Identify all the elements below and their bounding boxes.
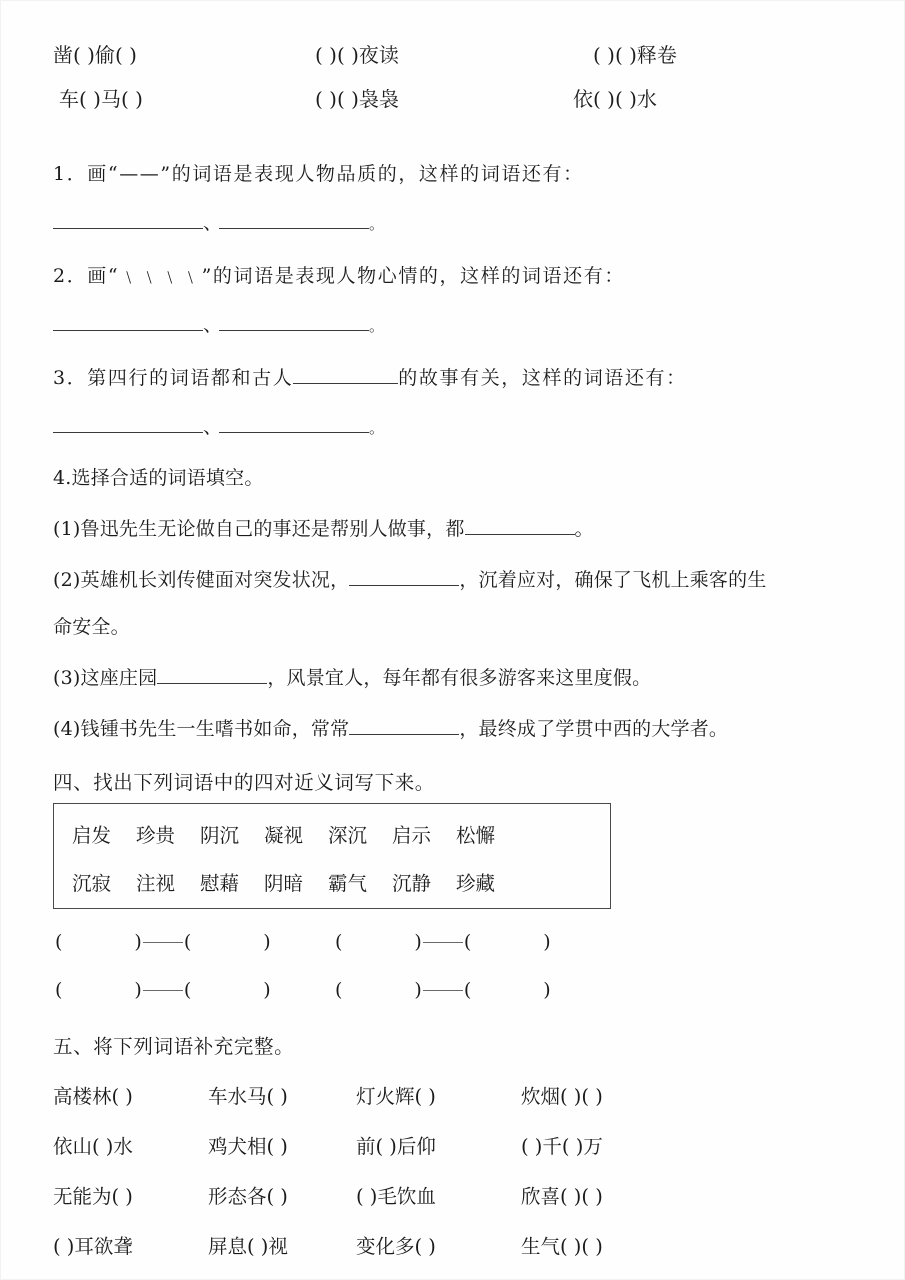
- idiom-item[interactable]: 灯火辉( ): [356, 1085, 436, 1108]
- sub-item-prefix: (3)这座庄园: [53, 667, 158, 689]
- idiom-fill-row: [53, 1231, 858, 1259]
- word-bank-item: 珍藏: [456, 872, 496, 895]
- item-4-sub-3: [53, 663, 858, 690]
- item-4-heading: 4.选择合适的词语填空。: [53, 467, 264, 489]
- question-3-suffix: 的故事有关，这样的词语还有：: [398, 367, 687, 389]
- question-3-text: [53, 363, 858, 390]
- idiom-fill-row: [53, 1181, 858, 1209]
- question-3-answer-line: [53, 412, 858, 439]
- idiom-cell: 凿( )偷( ): [53, 43, 137, 67]
- item-4-sub-4: [53, 714, 858, 741]
- worksheet-content: [53, 45, 858, 1259]
- paren-close: ): [134, 931, 142, 953]
- synonym-pair[interactable]: [335, 979, 551, 1001]
- paren-open: (: [463, 979, 472, 1001]
- idiom-item[interactable]: 鸡犬相( ): [208, 1135, 288, 1158]
- word-bank-item: 阴暗: [264, 872, 304, 895]
- paren-open: (: [183, 979, 192, 1001]
- paren-open: (: [183, 931, 192, 953]
- synonym-pair[interactable]: [55, 931, 271, 953]
- pair-dash-icon: [423, 990, 463, 991]
- idiom-item[interactable]: 高楼林( ): [53, 1085, 133, 1108]
- answer-separator: 、: [203, 314, 224, 336]
- section-4-heading: 四、找出下列词语中的四对近义词写下来。: [53, 771, 435, 794]
- idiom-cell: ( )( )袅袅: [315, 87, 399, 111]
- sub-item-suffix: ，风景宜人，每年都有很多游客来这里度假。: [267, 667, 652, 689]
- paren-open: (: [335, 931, 343, 953]
- word-bank-item: 沉寂: [72, 872, 112, 895]
- paren-open: (: [463, 931, 472, 953]
- section-5-heading: 五、将下列词语补充完整。: [53, 1035, 295, 1058]
- word-bank-item: 珍贵: [136, 824, 176, 847]
- answer-separator: 、: [203, 416, 224, 438]
- top-idiom-row: [53, 45, 858, 89]
- synonym-pair[interactable]: [55, 979, 271, 1001]
- idiom-item[interactable]: 车水马( ): [208, 1085, 288, 1108]
- idiom-fill-row: [53, 1131, 858, 1159]
- paren-close: ): [543, 979, 551, 1001]
- synonym-pair[interactable]: [335, 931, 551, 953]
- question-2-answer-line: [53, 310, 858, 337]
- paren-open: (: [55, 979, 63, 1001]
- word-bank-item: 阴沉: [200, 824, 240, 847]
- answer-blank[interactable]: [53, 330, 203, 331]
- question-3-prefix: 3．第四行的词语都和古人: [53, 367, 294, 389]
- pair-dash-icon: [143, 990, 183, 991]
- answer-blank[interactable]: [53, 228, 203, 229]
- word-bank-item: 霸气: [328, 872, 368, 895]
- word-bank-item: 启发: [72, 824, 112, 847]
- inline-blank[interactable]: [465, 534, 575, 535]
- inline-blank[interactable]: [349, 585, 459, 586]
- paren-close: ): [263, 931, 271, 953]
- pair-dash-icon: [423, 942, 463, 943]
- idiom-item[interactable]: 屏息( )视: [208, 1235, 288, 1258]
- paren-close: ): [134, 979, 142, 1001]
- idiom-item[interactable]: 欣喜( )( ): [521, 1185, 603, 1208]
- idiom-item[interactable]: 前( )后仰: [356, 1135, 436, 1158]
- sub-item-prefix: (1)鲁迅先生无论做自己的事还是帮别人做事，都: [53, 518, 465, 540]
- inline-blank[interactable]: [349, 734, 459, 735]
- word-bank-item: 凝视: [264, 824, 304, 847]
- sub-item-suffix: 。: [574, 518, 594, 540]
- word-bank-item: 沉静: [392, 872, 432, 895]
- word-bank-item: 启示: [392, 824, 432, 847]
- idiom-item[interactable]: ( )耳欲聋: [53, 1235, 133, 1258]
- sub-item-suffix: ，最终成了学贯中西的大学者。: [459, 718, 729, 740]
- idiom-fill-row: [53, 1081, 858, 1109]
- idiom-cell: ( )( )夜读: [315, 43, 399, 67]
- word-bank-item: 注视: [136, 872, 176, 895]
- idiom-item[interactable]: 依山( )水: [53, 1135, 133, 1158]
- question-1-answer-line: [53, 208, 858, 235]
- answer-period: 。: [369, 419, 386, 437]
- word-bank-item: 慰藉: [200, 872, 240, 895]
- idiom-item[interactable]: 炊烟( )( ): [521, 1085, 603, 1108]
- word-bank-item: 松懈: [456, 824, 496, 847]
- paren-open: (: [335, 979, 343, 1001]
- idiom-cell: 车( )马( ): [59, 87, 143, 111]
- paren-close: ): [263, 979, 271, 1001]
- idiom-item[interactable]: ( )千( )万: [521, 1135, 603, 1158]
- idiom-item[interactable]: ( )毛饮血: [356, 1185, 436, 1208]
- top-idiom-row: [53, 89, 858, 133]
- answer-period: 。: [369, 317, 386, 335]
- idiom-item[interactable]: 形态各( ): [208, 1185, 288, 1208]
- inline-blank[interactable]: [293, 383, 398, 384]
- sub-item-prefix: (2)英雄机长刘传健面对突发状况，: [53, 569, 350, 591]
- idiom-cell: 依( )( )水: [573, 87, 657, 111]
- synonym-pair-row: [53, 931, 858, 957]
- word-bank-row: [72, 820, 610, 847]
- answer-separator: 、: [203, 212, 224, 234]
- question-1-text: 1．画“——”的词语是表现人物品质的，这样的词语还有：: [53, 163, 584, 185]
- answer-blank[interactable]: [219, 432, 369, 433]
- answer-period: 。: [369, 215, 386, 233]
- synonym-pair-row: [53, 979, 858, 1005]
- idiom-item[interactable]: 变化多( ): [356, 1235, 436, 1258]
- sub-item-suffix: ，沉着应对，确保了飞机上乘客的生: [459, 569, 767, 591]
- pair-dash-icon: [143, 942, 183, 943]
- inline-blank[interactable]: [157, 683, 267, 684]
- answer-blank[interactable]: [219, 228, 369, 229]
- idiom-item[interactable]: 无能为( ): [53, 1185, 133, 1208]
- idiom-item[interactable]: 生气( )( ): [521, 1235, 603, 1258]
- sub-item-prefix: (4)钱锺书先生一生嗜书如命，常常: [53, 718, 350, 740]
- item-4-sub-1: [53, 514, 858, 541]
- item-4-sub-2-line2: 命安全。: [53, 616, 130, 638]
- item-4-sub-2: [53, 565, 858, 592]
- question-2-text: 2．画“﹨﹨﹨﹨”的词语是表现人物心情的，这样的词语还有：: [53, 265, 625, 287]
- idiom-cell: ( )( )释卷: [593, 43, 677, 67]
- word-bank-box: [53, 803, 611, 909]
- paren-open: (: [55, 931, 63, 953]
- paren-close: ): [414, 931, 422, 953]
- paren-close: ): [543, 931, 551, 953]
- word-bank-item: 深沉: [328, 824, 368, 847]
- answer-blank[interactable]: [53, 432, 203, 433]
- word-bank-row: [72, 868, 610, 895]
- paren-close: ): [414, 979, 422, 1001]
- answer-blank[interactable]: [219, 330, 369, 331]
